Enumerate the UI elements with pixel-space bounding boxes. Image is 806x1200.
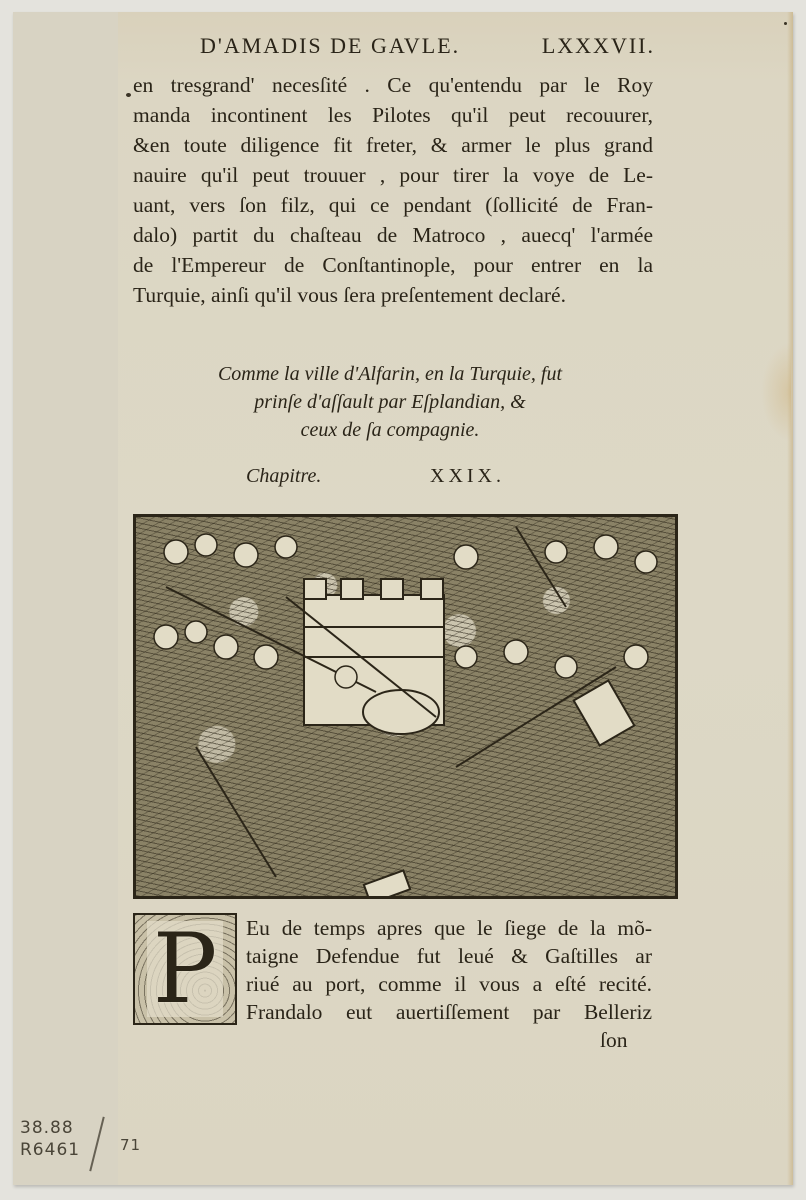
text-line: taigne Defendue fut leué & Gaſtilles ar <box>246 944 652 968</box>
heading-line: ceux de ſa compagnie. <box>300 419 480 441</box>
catchword: ſon <box>600 1028 628 1052</box>
text-line: Turquie, ainſi qu'il vous ſera preſentement declaré. <box>133 283 566 307</box>
mount-strip <box>13 12 119 1185</box>
text-line: &en toute diligence fit freter, & armer le plus grand <box>133 133 653 157</box>
text-line: dalo) partit du chaſteau de Matroco , auecq' l'armée <box>133 223 653 247</box>
decorated-initial <box>133 913 237 1025</box>
running-head-title: D'AMADIS DE GAVLE. <box>200 33 461 58</box>
text-line: uant, vers ſon filz, qui ce pendant (ſollicité de Fran- <box>133 193 653 217</box>
text-line: nauire qu'il peut trouuer , pour tirer la voye de Le- <box>133 163 653 187</box>
accession-code: R6461 <box>20 1140 81 1160</box>
text-line: Eu de temps apres que le ſiege de la mõ- <box>246 916 652 940</box>
accession-number: 38.88 <box>20 1118 74 1138</box>
chapter-heading <box>160 360 620 444</box>
pencil-page-number: 71 <box>120 1136 142 1154</box>
foxing-stain <box>761 342 791 442</box>
running-head <box>200 33 655 63</box>
ink-speck <box>784 22 787 25</box>
chapter-number: XXIX. <box>430 465 505 487</box>
text-line: Frandalo eut auertiſſement par Belleriz <box>246 1000 652 1024</box>
chapter-word: Chapitre. <box>246 465 322 487</box>
chapter-opening-text <box>246 914 652 1026</box>
page-edge-toning <box>787 12 793 1185</box>
text-line: manda incontinent les Pilotes qu'il peut recouurer, <box>133 103 653 127</box>
battle-scene-icon <box>136 517 675 896</box>
folio-number: LXXXVII. <box>541 33 655 58</box>
heading-line: Comme la ville d'Alfarin, en la Turquie, fut <box>217 363 563 385</box>
heading-line: prinſe d'aſſault par Eſplandian, & <box>254 391 526 413</box>
text-line: de l'Empereur de Conſtantinople, pour entrer en la <box>133 253 653 277</box>
opening-paragraph <box>133 70 653 310</box>
text-line: en tresgrand' necesſité . Ce qu'entendu par le Roy <box>133 73 653 97</box>
text-line: riué au port, comme il vous a eſté recité. <box>246 972 652 996</box>
woodcut-illustration <box>133 514 678 899</box>
ink-speck <box>126 93 131 97</box>
drop-cap-letter: P <box>147 921 224 1017</box>
